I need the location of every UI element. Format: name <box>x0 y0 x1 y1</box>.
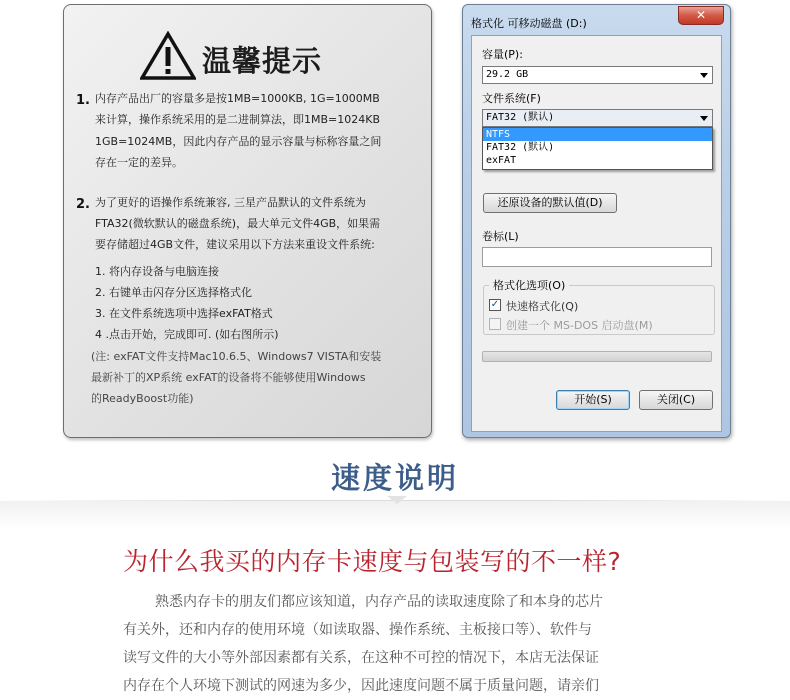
notice-title: 温馨提示 <box>202 44 323 78</box>
volume-label: 卷标(L) <box>482 230 519 243</box>
start-button[interactable]: 开始(S) <box>556 390 630 410</box>
msdos-boot-checkbox[interactable] <box>489 318 501 330</box>
notice-note-line: (注: exFAT文件支持Mac10.6.5、Windows7 VISTA和安装 <box>91 350 382 363</box>
notice-item-line: 为了更好的语操作系统兼容, 三星产品默认的文件系统为 <box>95 196 366 209</box>
speed-question-heading: 为什么我买的内存卡速度与包装写的不一样? <box>123 547 622 576</box>
notice-item-line: 存在一定的差异。 <box>95 156 183 169</box>
filesystem-option-exfat[interactable]: exFAT <box>486 155 517 166</box>
filesystem-value: FAT32 (默认) <box>486 112 555 123</box>
format-progress-bar <box>482 351 712 362</box>
filesystem-dropdown-list <box>482 127 713 170</box>
section-divider-caret <box>387 496 407 504</box>
close-icon[interactable]: ✕ <box>678 6 724 25</box>
speed-paragraph-line: 读写文件的大小等外部因素都有关系，在这种不可控的情况下，本店无法保证 <box>123 650 599 666</box>
quick-format-label: 快速格式化(Q) <box>506 300 579 313</box>
speed-section-title: 速度说明 <box>330 461 459 495</box>
notice-item-line: 要存储超过4GB文件，建议采用以下方法来重设文件系统: <box>95 238 375 251</box>
speed-paragraph-line: 内存在个人环境下测试的网速为多少，因此速度问题不属于质量问题，请亲们 <box>123 678 599 694</box>
volume-input[interactable] <box>482 247 712 267</box>
dialog-body <box>471 35 722 432</box>
notice-item-line: 来计算，操作系统采用的是二进制算法，即1MB=1024KB <box>95 113 381 126</box>
format-options-label: 格式化选项(O) <box>489 277 569 293</box>
capacity-value: 29.2 GB <box>486 69 529 80</box>
notice-item-line: 1GB=1024MB，因此内存产品的显示容量与标称容量之间 <box>95 135 382 148</box>
format-dialog <box>462 4 731 438</box>
section-divider-shade <box>0 501 790 529</box>
checkmark-icon: ✓ <box>490 299 500 310</box>
dialog-title: 格式化 可移动磁盘 (D:) <box>471 17 587 30</box>
notice-step: 3. 在文件系统选项中选择exFAT格式 <box>95 307 273 320</box>
quick-format-checkbox[interactable] <box>489 299 501 311</box>
notice-item-line: FTA32(微软默认的磁盘系统)，最大单元文件4GB，如果需 <box>95 217 381 230</box>
notice-item-line: 内存产品出厂的容量多是按1MB=1000KB, 1G=1000MB <box>95 92 380 105</box>
capacity-label: 容量(P): <box>482 48 523 61</box>
filesystem-option-ntfs[interactable]: NTFS <box>483 128 712 141</box>
notice-note-line: 的ReadyBoost功能) <box>91 392 194 405</box>
filesystem-option-fat32[interactable]: FAT32 (默认) <box>486 142 555 153</box>
speed-paragraph-line: 有关外，还和内存的使用环境（如读取器、操作系统、主板接口等）、软件与 <box>123 622 592 638</box>
restore-defaults-button[interactable]: 还原设备的默认值(D) <box>483 193 617 213</box>
notice-step: 2. 右键单击闪存分区选择格式化 <box>95 286 252 299</box>
filesystem-select[interactable] <box>482 109 713 127</box>
warning-triangle-icon <box>140 31 196 81</box>
filesystem-label: 文件系统(F) <box>482 92 541 105</box>
notice-item-number: 2. <box>76 197 90 212</box>
notice-step: 1. 将内存设备与电脑连接 <box>95 265 219 278</box>
notice-panel <box>63 4 432 438</box>
notice-step: 4 .点击开始，完成即可. (如右图所示) <box>95 328 279 341</box>
speed-paragraph-line: 熟悉内存卡的朋友们都应该知道，内存产品的读取速度除了和本身的芯片 <box>155 594 603 610</box>
close-button[interactable]: 关闭(C) <box>639 390 713 410</box>
chevron-down-icon <box>700 116 708 121</box>
notice-item-number: 1. <box>76 93 90 108</box>
msdos-boot-label: 创建一个 MS-DOS 启动盘(M) <box>506 319 653 332</box>
chevron-down-icon <box>700 73 708 78</box>
notice-note-line: 最新补丁的XP系统 exFAT的设备将不能够使用Windows <box>91 371 366 384</box>
capacity-select[interactable] <box>482 66 713 84</box>
